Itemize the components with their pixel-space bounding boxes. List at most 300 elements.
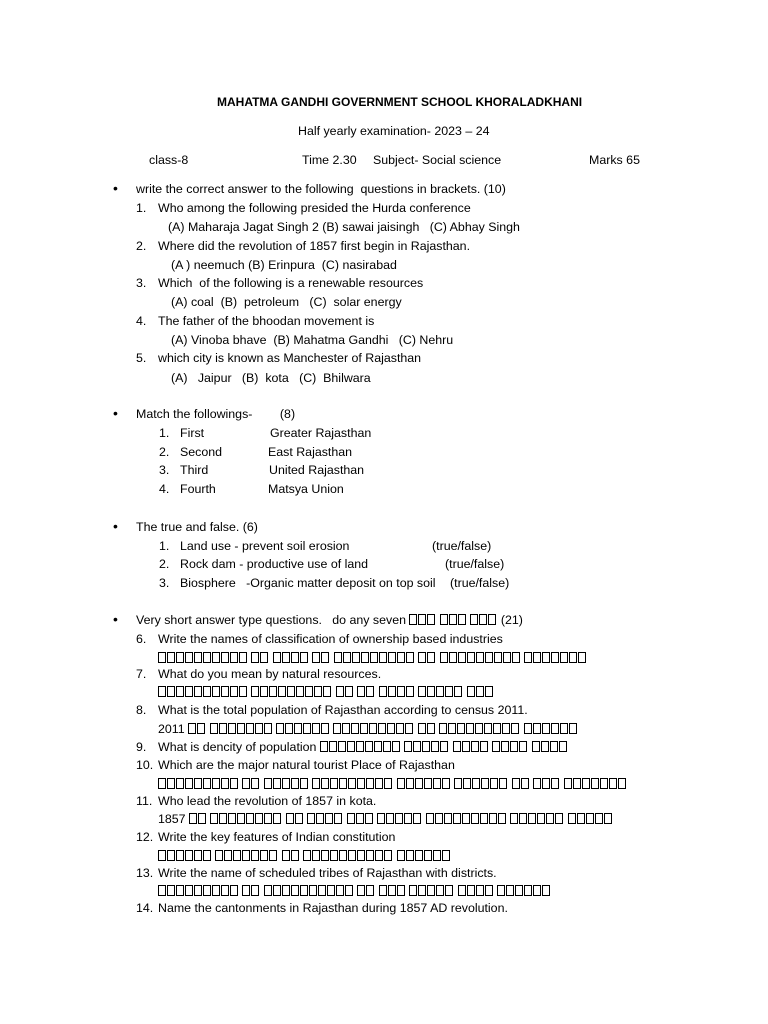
missing-glyph-box (296, 686, 304, 697)
question-options: (A ) neemuch (B) Erinpura (C) nasirabad (171, 258, 397, 272)
match-number: 4. (159, 482, 170, 496)
missing-glyph-box (351, 723, 359, 734)
question-text: What is the total population of Rajasthan according to census 2011. (158, 703, 528, 717)
missing-glyph-box (406, 850, 414, 861)
missing-glyph-box (219, 723, 227, 734)
missing-glyph-box (406, 778, 414, 789)
missing-glyph-box (312, 778, 320, 789)
missing-glyph-box (285, 723, 293, 734)
missing-glyph-box (356, 741, 364, 752)
missing-glyph-box (388, 686, 396, 697)
missing-glyph-box (449, 652, 457, 663)
missing-glyph-box (546, 813, 554, 824)
missing-glyph-box (422, 741, 430, 752)
missing-glyph-box (524, 723, 532, 734)
missing-glyph-box (397, 686, 405, 697)
missing-glyph-box (221, 652, 229, 663)
missing-glyph-box (499, 778, 507, 789)
missing-glyph-box (424, 850, 432, 861)
missing-glyph-box (343, 652, 351, 663)
missing-glyph-box (445, 885, 453, 896)
missing-glyph-box (303, 850, 311, 861)
missing-glyph-box (273, 813, 281, 824)
question-text: which city is known as Manchester of Rajasthan (158, 351, 422, 365)
missing-glyph-box (476, 686, 484, 697)
question-number: 1. (136, 201, 147, 215)
question-text (158, 740, 568, 755)
section3-heading: The true and false. (6) (136, 520, 258, 534)
question-number: 10. (136, 758, 154, 772)
missing-glyph-box (185, 652, 193, 663)
missing-glyph-box (312, 850, 320, 861)
missing-glyph-box (454, 686, 462, 697)
missing-glyph-box (291, 778, 299, 789)
missing-glyph-box (604, 813, 612, 824)
match-left: Third (180, 463, 209, 477)
missing-glyph-box (167, 652, 175, 663)
missing-glyph-box (176, 885, 184, 896)
missing-glyph-box (404, 741, 412, 752)
missing-glyph-box (521, 778, 529, 789)
subject-label: Subject- Social science (373, 153, 502, 167)
tf-answer: (true/false) (432, 539, 492, 553)
missing-glyph-box (551, 723, 559, 734)
missing-glyph-box (348, 778, 356, 789)
missing-glyph-box (433, 778, 441, 789)
tf-answer: (true/false) (450, 576, 510, 590)
missing-glyph-box (300, 778, 308, 789)
missing-glyph-boxes (409, 613, 497, 627)
missing-glyph-box (388, 885, 396, 896)
missing-glyph-box (475, 723, 483, 734)
missing-glyph-box (427, 723, 435, 734)
missing-glyph-box (314, 686, 322, 697)
missing-glyph-box (490, 778, 498, 789)
missing-glyph-box (493, 723, 501, 734)
hindi-translation-boxes (158, 884, 551, 899)
missing-glyph-box (336, 686, 344, 697)
tf-number: 3. (159, 576, 170, 590)
hindi-translation-line (158, 722, 578, 737)
missing-glyph-box (345, 686, 353, 697)
missing-glyph-box (228, 813, 236, 824)
missing-glyph-box (203, 778, 211, 789)
missing-glyph-box (176, 652, 184, 663)
missing-glyph-box (542, 652, 550, 663)
missing-glyph-box (537, 813, 545, 824)
missing-glyph-box (462, 813, 470, 824)
missing-glyph-box (577, 813, 585, 824)
missing-glyph-box (194, 686, 202, 697)
missing-glyph-box (541, 741, 549, 752)
missing-glyph-box (551, 778, 559, 789)
missing-glyph-box (445, 686, 453, 697)
question-options: (A) Maharaja Jagat Singh 2 (B) sawai jaisingh (C) Abhay Singh (168, 220, 520, 234)
missing-glyph-box (418, 686, 426, 697)
missing-glyph-box (189, 813, 197, 824)
missing-glyph-box (303, 723, 311, 734)
missing-glyph-box (444, 813, 452, 824)
missing-glyph-box (339, 850, 347, 861)
missing-glyph-box (246, 723, 254, 734)
missing-glyph-box (158, 652, 166, 663)
question-text: What do you mean by natural resources. (158, 667, 382, 681)
missing-glyph-box (167, 686, 175, 697)
missing-glyph-box (379, 885, 387, 896)
missing-glyph-box (409, 885, 417, 896)
missing-glyph-box (397, 778, 405, 789)
match-number: 2. (159, 445, 170, 459)
bullet-icon: • (113, 180, 118, 196)
missing-glyph-box (294, 723, 302, 734)
missing-glyph-box (255, 813, 263, 824)
question-number: 9. (136, 740, 147, 754)
missing-glyph-box (291, 850, 299, 861)
missing-glyph-box (375, 778, 383, 789)
missing-glyph-box (369, 723, 377, 734)
missing-glyph-box (237, 723, 245, 734)
missing-glyph-box (392, 741, 400, 752)
hindi-translation-boxes (158, 651, 587, 666)
missing-glyph-box (260, 652, 268, 663)
missing-glyph-box (533, 723, 541, 734)
missing-glyph-box (361, 652, 369, 663)
missing-glyph-box (542, 778, 550, 789)
question-number: 14. (136, 901, 154, 915)
missing-glyph-box (458, 885, 466, 896)
missing-glyph-box (492, 741, 500, 752)
missing-glyph-box (542, 723, 550, 734)
missing-glyph-box (454, 778, 462, 789)
missing-glyph-box (595, 813, 603, 824)
missing-glyph-box (210, 813, 218, 824)
missing-glyph-box (448, 723, 456, 734)
missing-glyph-box (194, 850, 202, 861)
bullet-icon: • (113, 518, 118, 534)
hindi-translation-line (158, 812, 613, 827)
missing-glyph-box (467, 652, 475, 663)
missing-glyph-box (485, 885, 493, 896)
match-right: Greater Rajasthan (270, 426, 372, 440)
section1-heading: write the correct answer to the following questions in brackets. (10) (136, 182, 506, 196)
question-text: Name the cantonments in Rajasthan during 1857 AD revolution. (158, 901, 508, 915)
missing-glyph-box (219, 813, 227, 824)
missing-glyph-box (383, 741, 391, 752)
missing-glyph-box (404, 813, 412, 824)
missing-glyph-box (560, 723, 568, 734)
missing-glyph-box (395, 813, 403, 824)
missing-glyph-box (510, 813, 518, 824)
missing-glyph-box (307, 813, 315, 824)
missing-glyph-box (325, 813, 333, 824)
missing-glyph-box (221, 686, 229, 697)
tf-number: 1. (159, 539, 170, 553)
question-options: (A) Jaipur (B) kota (C) Bhilwara (171, 371, 371, 385)
missing-glyph-box (435, 813, 443, 824)
missing-glyph-box (212, 778, 220, 789)
missing-glyph-box (287, 686, 295, 697)
match-right: East Rajasthan (268, 445, 353, 459)
missing-glyph-box (197, 723, 205, 734)
question-text: The father of the bhoodan movement is (158, 314, 375, 328)
missing-glyph-box (384, 850, 392, 861)
hindi-translation-boxes (158, 777, 627, 792)
missing-glyph-box (433, 850, 441, 861)
match-left: Second (180, 445, 223, 459)
missing-glyph-box (345, 885, 353, 896)
missing-glyph-box (442, 850, 450, 861)
missing-glyph-box (360, 723, 368, 734)
missing-glyph-box (498, 813, 506, 824)
missing-glyph-box (406, 686, 414, 697)
missing-glyph-box (278, 686, 286, 697)
missing-glyph-box (224, 850, 232, 861)
missing-glyph-box (415, 778, 423, 789)
missing-glyph-box (276, 723, 284, 734)
missing-glyph-box (524, 885, 532, 896)
missing-glyph-box (242, 850, 250, 861)
missing-glyph-box (528, 813, 536, 824)
missing-glyph-box (264, 813, 272, 824)
missing-glyph-box (568, 813, 576, 824)
missing-glyph-box (559, 741, 567, 752)
missing-glyph-box (431, 741, 439, 752)
question-text: Where did the revolution of 1857 first begin in Rajasthan. (158, 239, 471, 253)
missing-glyph-box (457, 723, 465, 734)
missing-glyph-box (198, 813, 206, 824)
missing-glyph-box (511, 723, 519, 734)
question-number: 13. (136, 866, 154, 880)
missing-glyph-box (264, 885, 272, 896)
class-label: class-8 (149, 153, 189, 167)
missing-glyph-box (251, 652, 259, 663)
missing-glyph-box (251, 778, 259, 789)
missing-glyph-box (501, 741, 509, 752)
missing-glyph-box (379, 686, 387, 697)
missing-glyph-box (347, 741, 355, 752)
tf-number: 2. (159, 557, 170, 571)
missing-glyph-box (397, 850, 405, 861)
missing-glyph-box (323, 686, 331, 697)
missing-glyph-box (375, 850, 383, 861)
missing-glyph-box (273, 778, 281, 789)
missing-glyph-box (264, 778, 272, 789)
missing-glyph-box (286, 813, 294, 824)
missing-glyph-box (158, 686, 166, 697)
missing-glyph-box (251, 885, 259, 896)
missing-glyph-box (194, 885, 202, 896)
missing-glyph-box (480, 813, 488, 824)
missing-glyph-box (524, 652, 532, 663)
missing-glyph-box (365, 813, 373, 824)
missing-glyph-box (453, 813, 461, 824)
missing-glyph-box (242, 885, 250, 896)
missing-glyph-box (532, 741, 540, 752)
missing-glyph-box (485, 686, 493, 697)
year-prefix: 2011 (158, 722, 185, 736)
question-options: (A) Vinoba bhave (B) Mahatma Gandhi (C) Nehru (171, 333, 454, 347)
question-number: 7. (136, 667, 147, 681)
missing-glyph-box (413, 813, 421, 824)
missing-glyph-box (316, 813, 324, 824)
missing-glyph-box (339, 778, 347, 789)
missing-glyph-box (384, 778, 392, 789)
missing-glyph-box (185, 686, 193, 697)
missing-glyph-box (462, 741, 470, 752)
missing-glyph-box (550, 741, 558, 752)
missing-glyph-box (309, 885, 317, 896)
missing-glyph-box (295, 813, 303, 824)
match-right: United Rajasthan (269, 463, 365, 477)
missing-glyph-box (221, 778, 229, 789)
missing-glyph-box (291, 652, 299, 663)
missing-glyph-box (366, 885, 374, 896)
missing-glyph-box (228, 723, 236, 734)
section2-heading: Match the followings- (8) (136, 407, 296, 421)
missing-glyph-box (282, 850, 290, 861)
missing-glyph-box (569, 652, 577, 663)
section4-marks: (21) (500, 613, 523, 627)
missing-glyph-box (586, 813, 594, 824)
missing-glyph-box (333, 723, 341, 734)
missing-glyph-box (533, 885, 541, 896)
missing-glyph-box (476, 652, 484, 663)
hindi-translation-boxes (158, 849, 451, 864)
missing-glyph-box (453, 741, 461, 752)
missing-glyph-box (618, 778, 626, 789)
missing-glyph-box (436, 686, 444, 697)
question-text: Which of the following is a renewable resources (158, 276, 424, 290)
missing-glyph-box (230, 686, 238, 697)
missing-glyph-box (467, 686, 475, 697)
missing-glyph-box (194, 652, 202, 663)
missing-glyph-box (379, 652, 387, 663)
missing-glyph-box (251, 850, 259, 861)
missing-glyph-box (327, 885, 335, 896)
missing-glyph-box (203, 652, 211, 663)
missing-glyph-box (273, 652, 281, 663)
missing-glyph-box (377, 813, 385, 824)
missing-glyph-box (397, 652, 405, 663)
missing-glyph-box (378, 723, 386, 734)
question-number: 3. (136, 276, 147, 290)
missing-glyph-box (269, 850, 277, 861)
missing-glyph-box (203, 686, 211, 697)
missing-glyph-box (439, 723, 447, 734)
missing-glyph-box (388, 652, 396, 663)
bullet-icon: • (113, 611, 118, 627)
missing-glyph-box (365, 741, 373, 752)
missing-glyph-box (471, 813, 479, 824)
hindi-translation-boxes (158, 685, 494, 700)
missing-glyph-box (352, 652, 360, 663)
missing-glyph-box (194, 778, 202, 789)
missing-glyph-box (312, 652, 320, 663)
missing-glyph-box (418, 885, 426, 896)
missing-glyph-box (269, 686, 277, 697)
missing-glyph-box (600, 778, 608, 789)
missing-glyph-box (494, 652, 502, 663)
missing-glyph-box (176, 850, 184, 861)
missing-glyph-box (472, 778, 480, 789)
missing-glyph-box (329, 741, 337, 752)
missing-glyph-box (291, 885, 299, 896)
missing-glyph-box (230, 778, 238, 789)
match-left: First (180, 426, 205, 440)
missing-glyph-box (533, 652, 541, 663)
missing-glyph-box (203, 885, 211, 896)
missing-glyph-box (582, 778, 590, 789)
missing-glyph-box (471, 741, 479, 752)
question-text-en: What is dencity of population (158, 740, 317, 754)
missing-glyph-box (418, 652, 426, 663)
missing-glyph-box (427, 652, 435, 663)
missing-glyph-box (334, 652, 342, 663)
missing-glyph-box (158, 885, 166, 896)
missing-glyph-box (466, 723, 474, 734)
missing-glyph-box (212, 652, 220, 663)
missing-glyph-box (440, 652, 448, 663)
missing-glyph-box (321, 778, 329, 789)
missing-glyph-box (158, 778, 166, 789)
missing-glyph-box (551, 652, 559, 663)
missing-glyph-box (424, 778, 432, 789)
missing-glyph-box (176, 778, 184, 789)
missing-glyph-box (215, 850, 223, 861)
missing-glyph-box (489, 813, 497, 824)
missing-glyph-box (569, 723, 577, 734)
missing-glyph-box (436, 885, 444, 896)
missing-glyph-box (426, 813, 434, 824)
missing-glyph-box (578, 652, 586, 663)
question-number: 8. (136, 703, 147, 717)
missing-glyph-box (396, 723, 404, 734)
missing-glyph-box (357, 686, 365, 697)
marks-label: Marks 65 (589, 153, 640, 167)
match-left: Fourth (180, 482, 216, 496)
question-number: 4. (136, 314, 147, 328)
missing-glyph-box (356, 813, 364, 824)
missing-glyph-box (158, 850, 166, 861)
missing-glyph-box (503, 652, 511, 663)
missing-glyph-box (212, 885, 220, 896)
missing-glyph-box (374, 741, 382, 752)
question-number: 5. (136, 351, 147, 365)
question-number: 12. (136, 830, 154, 844)
missing-glyph-box (506, 885, 514, 896)
missing-glyph-box (347, 813, 355, 824)
missing-glyph-box (282, 652, 290, 663)
missing-glyph-box (542, 885, 550, 896)
missing-glyph-box (560, 652, 568, 663)
missing-glyph-box (185, 778, 193, 789)
missing-glyph-box (255, 723, 263, 734)
missing-glyph-box (282, 778, 290, 789)
missing-glyph-box (167, 885, 175, 896)
missing-glyph-box (357, 778, 365, 789)
missing-glyph-box (405, 723, 413, 734)
missing-glyph-box (366, 686, 374, 697)
tf-statement: Rock dam - productive use of land (180, 557, 369, 571)
missing-glyph-box (427, 686, 435, 697)
missing-glyph-box (320, 741, 328, 752)
missing-glyph-box (210, 723, 218, 734)
missing-glyph-box (476, 885, 484, 896)
missing-glyph-box (334, 813, 342, 824)
missing-glyph-box (484, 723, 492, 734)
missing-glyph-box (330, 850, 338, 861)
missing-glyph-box (510, 741, 518, 752)
